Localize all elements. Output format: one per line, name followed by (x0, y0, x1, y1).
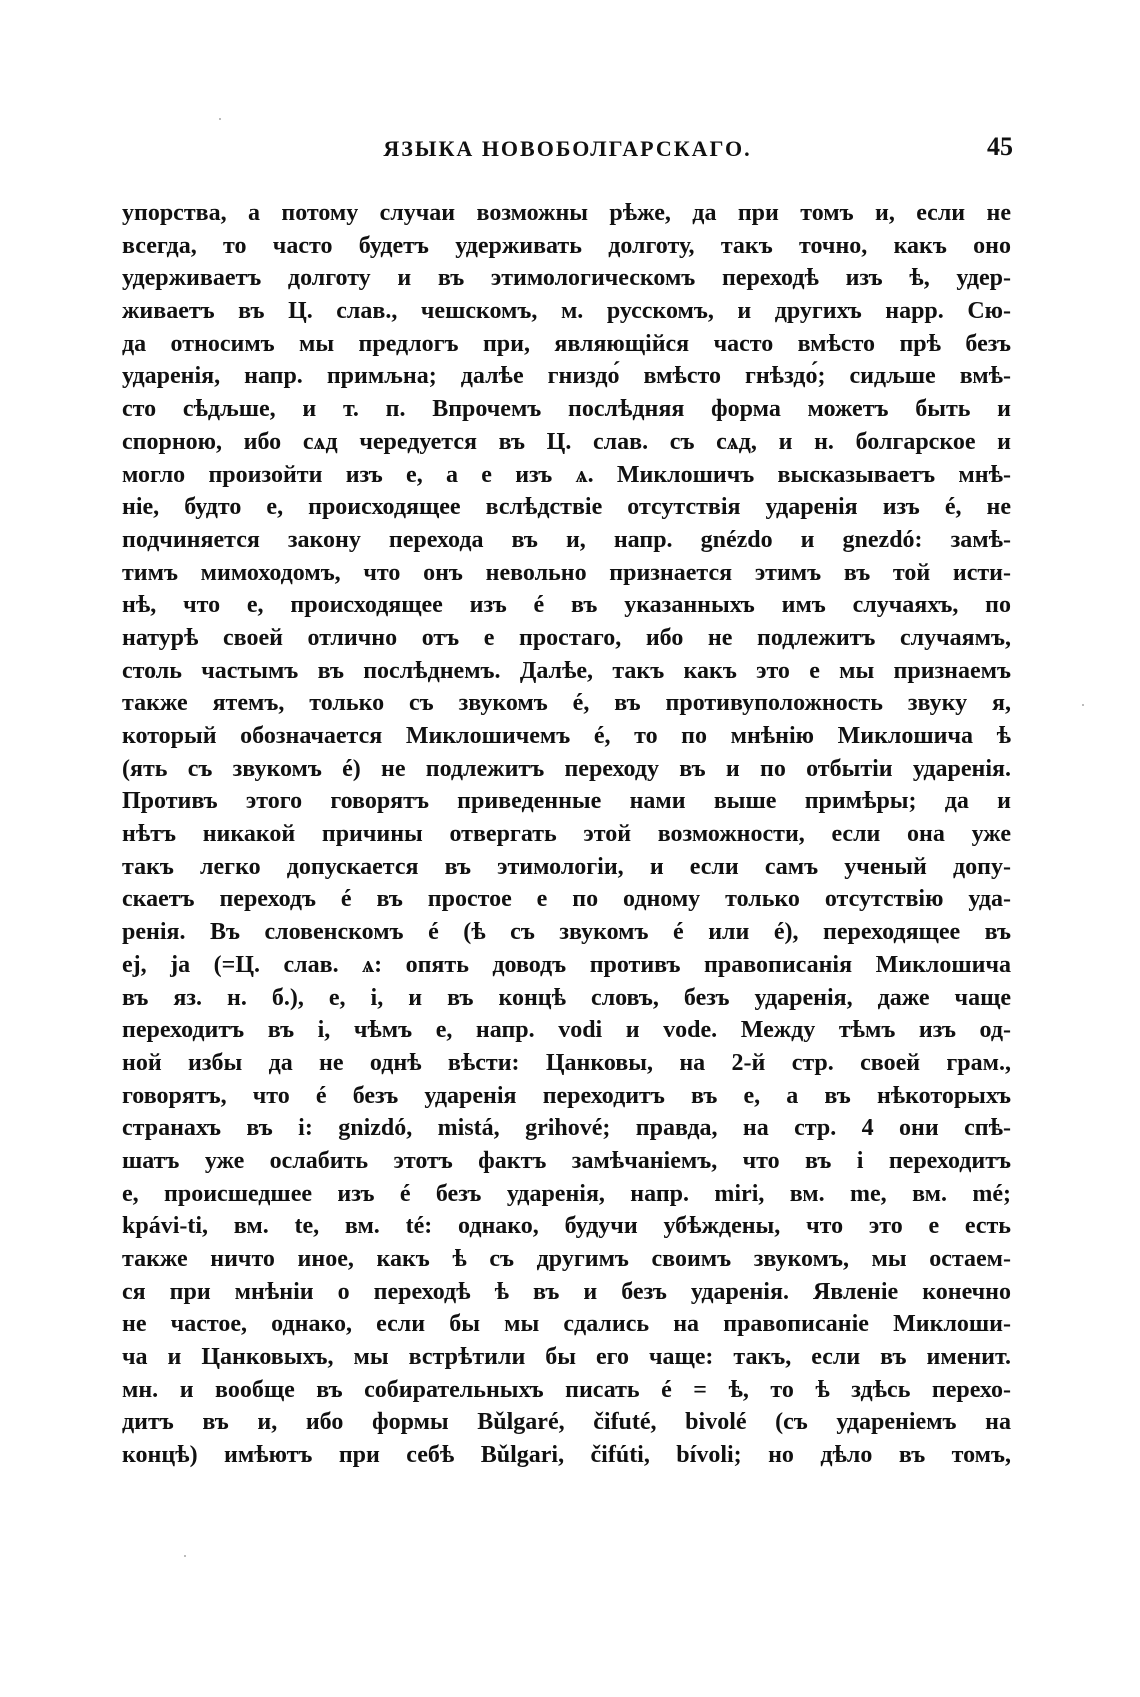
text-line: тимъ мимоходомъ, что онъ невольно признается этимъ въ той исти- (122, 559, 1011, 586)
text-line: ной избы да не однѣ вѣсти: Цанковы, на 2-й стр. своей грам., (122, 1049, 1011, 1076)
text-line: нѣтъ никакой причины отвергать этой возможности, если она уже (122, 821, 1011, 848)
text-line: также ничто иное, какъ ѣ съ другимъ своимъ звукомъ, мы остаем- (122, 1246, 1011, 1272)
text-line: переходитъ въ i, чѣмъ е, напр. vodi и vode. Между тѣмъ изъ од- (122, 1017, 1011, 1044)
text-line: концѣ) имѣютъ при себѣ Bǔlgari, čifúti, bívoli; но дѣло въ томъ, (122, 1442, 1011, 1469)
header-title: ЯЗЫКА НОВОБОЛГАРСКАГО. (383, 136, 752, 161)
text-line: удерживаетъ долготу и въ этимологическомъ переходѣ изъ ѣ, удер- (122, 265, 1011, 292)
text-line: странахъ въ і: gnizdó, mistá, grihové; правда, на стр. 4 они спѣ- (122, 1115, 1011, 1142)
text-line: Противъ этого говорятъ приведенные нами выше примѣры; да и (122, 788, 1011, 815)
text-line: также ятемъ, только съ звукомъ é, въ противуположность звуку я, (122, 690, 1011, 717)
text-line: могло произойти изъ е, а е изъ ѧ. Миклошичъ высказываетъ мнѣ- (122, 461, 1011, 488)
text-line: такъ легко допускается въ этимологіи, и если самъ ученый допу- (122, 853, 1011, 880)
text-line: упорства, а потому случаи возможны рѣже, да при томъ и, если не (122, 200, 1011, 226)
text-line: да относимъ мы предлогъ при, являющійся часто вмѣсто прѣ безъ (122, 330, 1011, 357)
running-header (122, 132, 1013, 170)
text-line: ударенія, напр. примљна; далѣе гниздо́ вмѣсто гнѣздо́; сидљше вмѣ- (122, 363, 1011, 390)
text-line: ej, ja (=Ц. слав. ѧ: опять доводъ противъ правописанія Миклошича (122, 951, 1011, 978)
text-line: подчиняется закону перехода въ и, напр. gnézdo и gnezdó: замѣ- (122, 526, 1011, 553)
text-line: столь частымъ въ послѣднемъ. Далѣе, такъ какъ это е мы признаемъ (122, 657, 1011, 684)
text-line: живаетъ въ Ц. слав., чешскомъ, м. русскомъ, и другихъ нарр. Сю- (122, 298, 1011, 325)
text-line: ренія. Въ словенскомъ é (ѣ съ звукомъ é или é), переходящее въ (122, 919, 1011, 946)
page-speck (219, 118, 221, 120)
page-number: 45 (987, 132, 1013, 161)
text-line: спорною, ибо сѧд чередуется въ Ц. слав. съ сѧд, и н. болгарское и (122, 428, 1011, 455)
text-line: ніе, будто е, происходящее вслѣдствіе отсутствія ударенія изъ é, не (122, 494, 1011, 521)
body-text (122, 197, 1011, 1472)
page-speck (1082, 704, 1084, 706)
text-line: не частое, однако, если бы мы сдались на правописаніе Миклоши- (122, 1311, 1011, 1338)
text-line: е, происшедшее изъ é безъ ударенія, напр. miri, вм. me, вм. mé; (122, 1180, 1011, 1207)
text-line: (ять съ звукомъ é) не подлежитъ переходу въ и по отбытіи ударенія. (122, 755, 1011, 782)
text-line: который обозначается Миклошичемъ é, то по мнѣнію Миклошича ѣ (122, 723, 1011, 749)
text-line: ся при мнѣніи о переходѣ ѣ въ и безъ ударенія. Явленіе конечно (122, 1278, 1011, 1305)
text-line: сто сѣдљше, и т. п. Впрочемъ послѣдняя форма можетъ быть и (122, 396, 1011, 423)
text-line: шатъ уже ослабить этотъ фактъ замѣчаніемъ, что въ і переходитъ (122, 1147, 1011, 1174)
text-line: всегда, то часто будетъ удерживать долготу, такъ точно, какъ оно (122, 232, 1011, 259)
text-line: нѣ, что е, происходящее изъ é въ указанныхъ имъ случаяхъ, по (122, 592, 1011, 619)
text-line: kpávi-ti, вм. te, вм. té: однако, будучи убѣждены, что это е есть (122, 1213, 1011, 1240)
page-speck (184, 1555, 186, 1557)
text-line: въ яз. н. б.), е, і, и въ концѣ словъ, безъ ударенія, даже чаще (122, 984, 1011, 1011)
text-line: скаетъ переходъ é въ простое е по одному только отсутствію уда- (122, 886, 1011, 913)
text-line: натурѣ своей отлично отъ е простаго, ибо не подлежитъ случаямъ, (122, 624, 1011, 651)
text-line: дитъ въ и, ибо формы Bǔlgaré, čifuté, bivolé (съ удареніемъ на (122, 1409, 1011, 1436)
text-line: мн. и вообще въ собирательныхъ писать é = ѣ, то ѣ здѣсь перехо- (122, 1376, 1011, 1403)
text-line: ча и Цанковыхъ, мы встрѣтили бы его чаще: такъ, если въ именит. (122, 1344, 1011, 1371)
text-line: говорятъ, что é безъ ударенія переходитъ въ е, а въ нѣкоторыхъ (122, 1082, 1011, 1109)
